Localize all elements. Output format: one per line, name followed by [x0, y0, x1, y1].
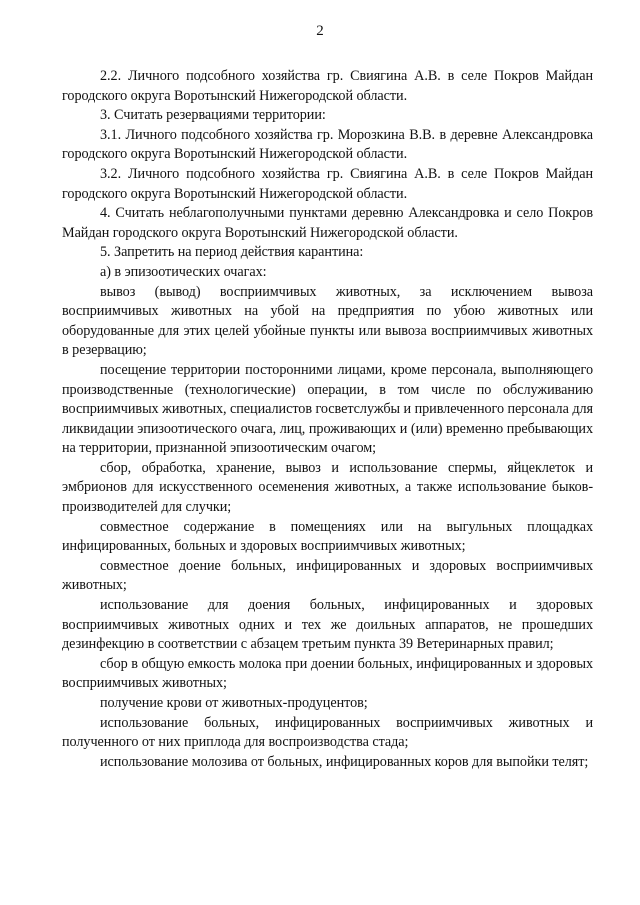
restriction-item: использование для доения больных, инфицированных и здоровых восприимчивых животных одних и тех же доильных аппаратов, не прошедших дезинфекцию в соответствии с абзацем третьим пункта 39 Ветеринарных правил; — [62, 597, 593, 653]
restriction-item: использование молозива от больных, инфицированных коров для выпойки телят; — [100, 753, 589, 770]
paragraph-3-2: 3.2. Личного подсобного хозяйства гр. Свиягина А.В. в селе Покров Майдан городского округа Воротынский Нижегородской области. — [62, 165, 593, 202]
page-number: 2 — [316, 23, 324, 39]
restriction-item: получение крови от животных-продуцентов; — [100, 695, 368, 711]
restriction-item: совместное доение больных, инфицированных и здоровых восприимчивых животных; — [62, 557, 593, 594]
paragraph-2-2: 2.2. Личного подсобного хозяйства гр. Свиягина А.В. в селе Покров Майдан городского округа Воротынский Нижегородской области. — [62, 68, 593, 104]
paragraph-3-1: 3.1. Личного подсобного хозяйства гр. Морозкина В.В. в деревне Александровка городского округа Воротынский Нижегородской области. — [62, 126, 593, 163]
document-body — [62, 67, 593, 772]
paragraph-5-a: а) в эпизоотических очагах: — [100, 263, 267, 280]
paragraph-5: 5. Запретить на период действия карантина: — [100, 244, 364, 261]
restriction-item: посещение территории посторонними лицами, кроме персонала, выполняющего производственные (технологические) операции, в том числе по обслуживанию восприимчивых животных, специалистов госветслужбы и привлеченного персонала для ликвидации эпизоотического очага, лиц, проживающих и (или) временно пребывающих на территории, признанной эпизоотическим очагом; — [62, 361, 593, 457]
paragraph-4: 4. Считать неблагополучными пунктами деревню Александровка и село Покров Майдан городского округа Воротынский Нижегородской области. — [62, 205, 593, 241]
restriction-item: использование больных, инфицированных восприимчивых животных и полученного от них приплода для воспроизводства стада; — [62, 714, 593, 751]
restriction-item: вывоз (вывод) восприимчивых животных, за исключением вывоза восприимчивых животных на убой на предприятия по убою животных или оборудованные для этих целей убойные пункты или вывоза восприимчивых животных в резервацию; — [62, 283, 593, 359]
restriction-item: сбор, обработка, хранение, вывоз и использование спермы, яйцеклеток и эмбрионов для искусственного осеменения животных, а также использование быков-производителей для случки; — [62, 459, 593, 516]
restriction-item: совместное содержание в помещениях или на выгульных площадках инфицированных, больных и здоровых восприимчивых животных; — [62, 518, 593, 555]
paragraph-3: 3. Считать резервациями территории: — [100, 107, 326, 124]
restriction-item: сбор в общую емкость молока при доении больных, инфицированных и здоровых восприимчивых животных; — [62, 655, 593, 692]
